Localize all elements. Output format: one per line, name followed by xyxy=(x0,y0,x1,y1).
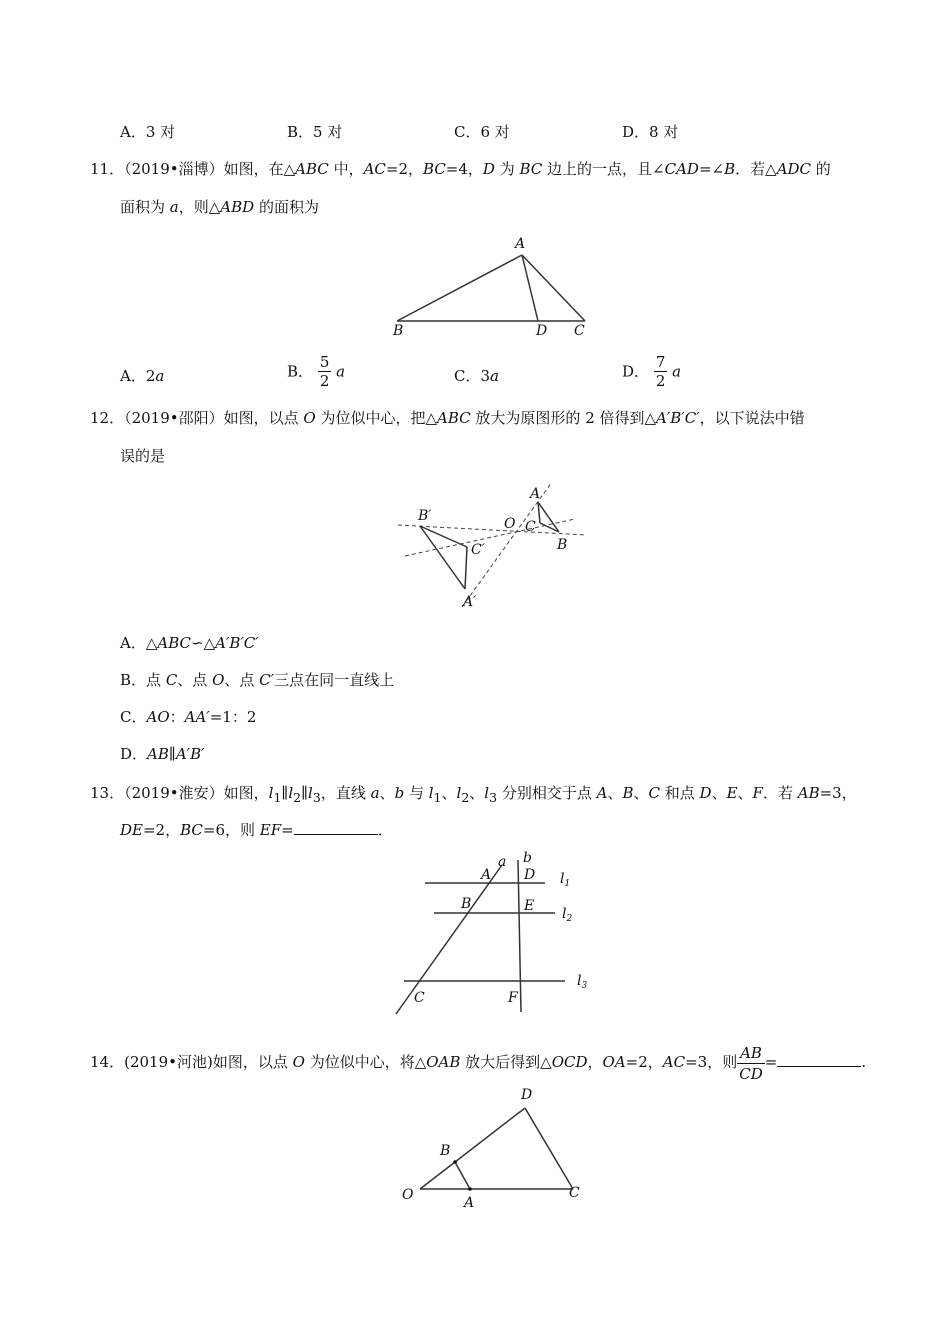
label-b: B xyxy=(440,1143,451,1159)
q10-option-a: A．3 对 xyxy=(120,123,176,141)
label-d: D xyxy=(521,1087,533,1103)
q10-option-d: D．8 对 xyxy=(622,123,679,141)
q13-line1: 13．（2019•淮安）如图，$l_1\parallel l_2\parallel l_3$，直线 a、b 与 $l_1$、$l_2$、$l_3$ 分别相交于点 A、B、C 和点 D、E、F．若 AB=3， xyxy=(90,784,857,805)
point-a xyxy=(468,1187,472,1191)
q12-option-c: C．AO：AA′=1：2 xyxy=(120,708,257,726)
q13-figure xyxy=(390,848,595,1018)
segment-ad xyxy=(522,255,538,321)
fraction-ab-cd: $\frac{AB}{CD}$ xyxy=(739,1043,763,1083)
label-b-line: b xyxy=(523,850,532,866)
q11-option-a: A．2a xyxy=(120,367,165,385)
q11-line1: 11．（2019•淄博）如图，在△ABC 中，AC=2，BC=4，D 为 BC 边上的一点，且∠CAD=∠B．若△ADC 的 xyxy=(90,160,831,178)
q13-line2: DE=2，BC=6，则 EF= ． xyxy=(120,821,393,839)
segment-od xyxy=(420,1108,525,1189)
label-a-prime: A′ xyxy=(463,594,477,610)
fraction-7-2: $\frac{7}{2}$ xyxy=(655,353,666,390)
label-b: B xyxy=(557,537,568,553)
label-b-prime: B′ xyxy=(418,508,432,524)
label-c: C xyxy=(525,519,536,535)
label-a-line: a xyxy=(498,854,507,870)
q14-line1: 14．(2019•河池)如图，以点 O 为位似中心，将△OAB 放大后得到△OCD，OA=2，AC=3，则 $\frac{AB}{CD}$ = . xyxy=(90,1043,867,1083)
q10-option-b: B．5 对 xyxy=(287,123,343,141)
label-c-point: C xyxy=(414,990,425,1006)
label-d-point: D xyxy=(524,867,536,883)
q12-option-b: B．点 C、点 O、点 C′三点在同一直线上 xyxy=(120,671,395,689)
label-o: O xyxy=(402,1187,414,1203)
label-c-prime: C′ xyxy=(471,542,485,558)
label-b-point: B xyxy=(461,896,472,912)
label-f-point: F xyxy=(508,990,518,1006)
label-l3: $l_3$ xyxy=(577,973,588,991)
segment-ab xyxy=(397,255,522,321)
label-b: B xyxy=(393,323,404,339)
dashed-line-cc xyxy=(405,519,575,556)
label-a: A xyxy=(464,1195,475,1211)
label-d: D xyxy=(536,323,548,339)
fraction-5-2: $\frac{5}{2}$ xyxy=(319,353,330,390)
label-a: A xyxy=(530,486,541,502)
line-a xyxy=(396,865,502,1014)
q11-option-c: C．3a xyxy=(454,367,499,385)
q12-option-d: D．AB∥A′B′ xyxy=(120,745,205,763)
label-e-point: E xyxy=(524,898,535,914)
answer-blank[interactable] xyxy=(294,820,378,835)
segment-dc xyxy=(525,1108,573,1189)
q14-figure xyxy=(395,1083,590,1213)
segment-c2a2 xyxy=(465,547,467,589)
point-b xyxy=(453,1160,457,1164)
label-a-point: A xyxy=(481,867,492,883)
q10-option-c: C．6 对 xyxy=(454,123,510,141)
label-a: A xyxy=(515,236,526,252)
segment-ba xyxy=(455,1162,470,1189)
answer-blank[interactable] xyxy=(777,1052,861,1067)
q12-line1: 12．（2019•邵阳）如图，以点 O 为位似中心，把△ABC 放大为原图形的 2 倍得到△A′B′C′，以下说法中错 xyxy=(90,409,805,427)
q11-line2: 面积为 a，则△ABD 的面积为 xyxy=(120,198,319,216)
q11-figure xyxy=(385,230,595,340)
label-o: O xyxy=(504,516,516,532)
label-c: C xyxy=(569,1185,580,1201)
label-l1: $l_1$ xyxy=(560,871,571,889)
q12-option-a: A．△ABC∽△A′B′C′ xyxy=(120,634,259,652)
label-l2: $l_2$ xyxy=(562,906,573,924)
segment-ac xyxy=(522,255,585,321)
q12-line2: 误的是 xyxy=(120,447,166,465)
q11-option-d: D． $\frac{7}{2}$ a xyxy=(622,353,682,390)
q11-option-b: B． $\frac{5}{2}$ a xyxy=(287,353,346,390)
q12-figure xyxy=(390,476,595,616)
label-c: C xyxy=(574,323,585,339)
